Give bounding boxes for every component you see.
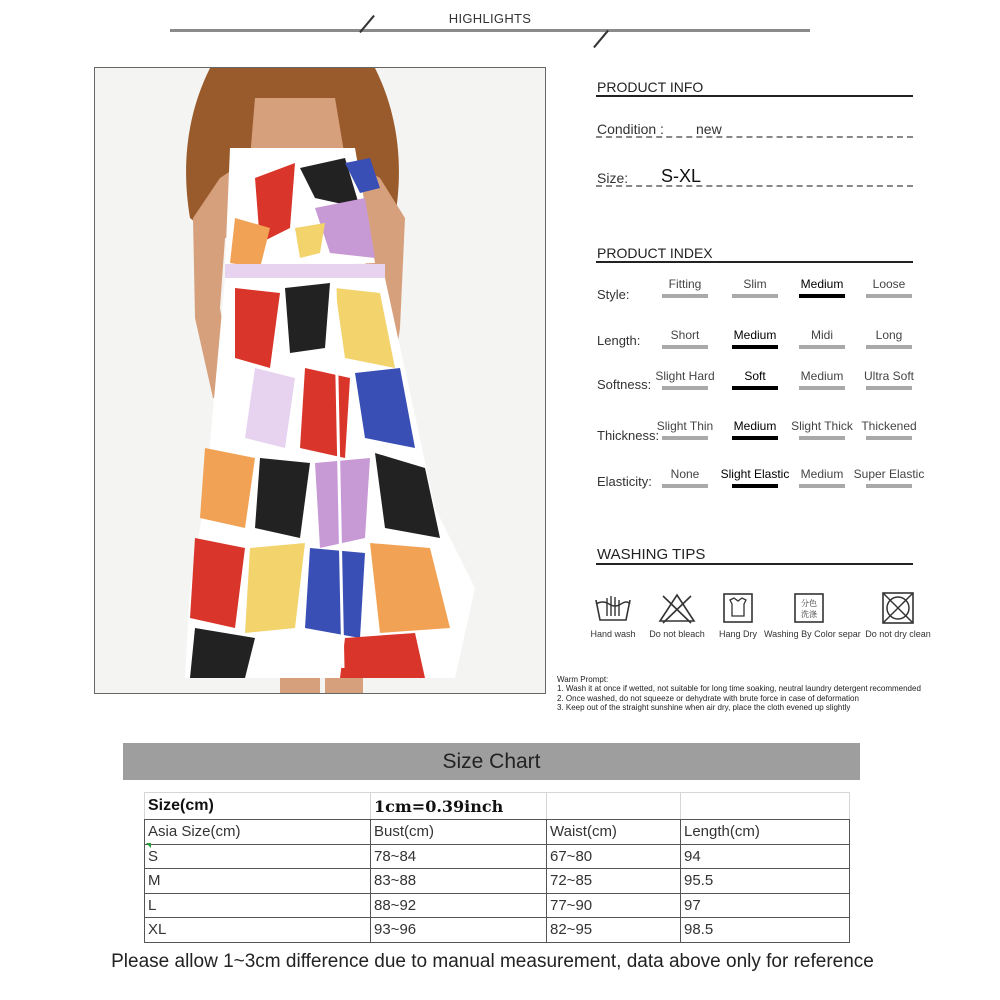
index-option [853,328,925,349]
index-option [786,467,858,488]
warm-prompt [557,675,921,712]
index-option-bar [866,294,912,298]
hand-wash-icon [593,592,633,624]
index-option-bar [732,345,778,349]
header-rule [170,29,810,32]
index-option-bar [799,484,845,488]
index-option-label: Loose [872,277,906,291]
size-value: S-XL [661,166,702,186]
index-option [649,467,721,488]
table-cell: 88~92 [371,893,547,918]
index-option-label: Midi [810,328,833,342]
index-option [719,328,791,349]
index-option-label: Medium [800,277,844,291]
size-dash-rule [596,185,913,187]
svg-text:洗涤: 洗涤 [801,610,817,619]
index-option-bar [732,294,778,298]
wash-item-no-dry-clean [853,592,943,639]
condition-dash-rule [596,136,913,138]
index-option-bar [662,345,708,349]
index-option [719,467,791,488]
index-option-label: Slight Thin [656,419,714,433]
cell-marker [146,843,151,848]
index-option-bar [799,436,845,440]
highlights-title: HIGHLIGHTS [448,11,532,26]
table-cell: XL [145,918,371,943]
wash-item-label: Washing By Color separ [764,629,861,639]
index-option-label: None [670,467,700,481]
table-cell: 78~84 [371,844,547,869]
index-option [853,467,925,488]
table-header-cell: Asia Size(cm) [145,820,371,845]
table-cell: 95.5 [681,869,850,894]
index-option-bar [866,436,912,440]
svg-text:分色: 分色 [801,599,817,608]
index-option-bar [866,386,912,390]
index-option [649,277,721,298]
index-row-label: Style: [597,287,630,302]
product-info-rule [596,95,913,97]
index-option [719,419,791,440]
washing-tips-title: WASHING TIPS [597,546,706,563]
table-cell: 94 [681,844,850,869]
condition-label: Condition : [597,121,664,137]
product-index-rule [596,261,913,263]
color-separate-icon [789,592,829,624]
index-option [853,369,925,390]
wash-item-color-separate [764,592,861,639]
index-option-bar [799,294,845,298]
table-row [145,918,850,943]
index-option-bar [732,436,778,440]
wash-item-label: Hand wash [590,629,636,639]
hang-dry-icon [718,592,758,624]
index-option-label: Super Elastic [853,467,925,481]
index-option [853,419,925,440]
table-cell: L [145,893,371,918]
wash-item-label: Do not bleach [649,629,705,639]
index-option-label: Slight Thick [791,419,853,433]
index-option-bar [732,484,778,488]
table-cell: 83~88 [371,869,547,894]
table-cell: 98.5 [681,918,850,943]
index-option [853,277,925,298]
index-option-bar [662,484,708,488]
condition-value: new [696,121,722,137]
index-option-label: Medium [733,419,777,433]
index-row-label: Elasticity: [597,474,652,489]
table-row [145,793,850,820]
index-option [719,369,791,390]
no-dry-clean-icon [878,592,918,624]
index-option-label: Long [875,328,903,342]
table-header-cell: Length(cm) [681,820,850,845]
header-slash-right [593,30,609,48]
table-cell: 67~80 [547,844,681,869]
index-option [719,277,791,298]
index-option [649,419,721,440]
index-row-label: Softness: [597,377,652,392]
warm-prompt-line: 2. Once washed, do not squeeze or dehydrate with brute force in case of deformation [557,693,859,703]
index-option-bar [662,386,708,390]
table-cell: 93~96 [371,918,547,943]
size-label: Size: [597,170,629,186]
size-chart-footnote: Please allow 1~3cm difference due to manual measurement, data above only for reference [111,951,874,972]
table-cell: 82~95 [547,918,681,943]
index-option-label: Short [670,328,700,342]
index-option [786,369,858,390]
table-cell [547,793,681,820]
index-row-label: Thickness: [597,428,660,443]
index-option-label: Fitting [668,277,702,291]
index-option-bar [799,345,845,349]
product-photo [94,67,546,694]
table-row [145,893,850,918]
index-option-label: Medium [800,369,844,383]
index-option-label: Medium [800,467,844,481]
size-chart-table [144,792,850,943]
table-cell: M [145,869,371,894]
table-header-row [145,820,850,845]
index-option-bar [662,436,708,440]
size-chart-title: Size Chart [442,750,541,773]
index-option [786,277,858,298]
table-cell: 1cm=0.39inch [371,793,547,820]
wash-item-label: Hang Dry [718,629,757,639]
table-cell: 72~85 [547,869,681,894]
index-option-bar [662,294,708,298]
product-info-title: PRODUCT INFO [597,79,704,95]
table-row [145,844,850,869]
index-row-label: Length: [597,333,641,348]
index-option-bar [866,484,912,488]
table-cell: S [145,844,371,869]
product-index-title: PRODUCT INDEX [597,245,713,261]
index-option-label: Slight Hard [655,369,715,383]
index-option [649,328,721,349]
index-option [786,419,858,440]
table-cell: Size(cm) [145,793,371,820]
index-option [649,369,721,390]
index-option-bar [732,386,778,390]
no-bleach-icon [657,592,697,624]
index-option-label: Ultra Soft [863,369,914,383]
index-option [786,328,858,349]
index-option-label: Thickened [861,419,917,433]
washing-tips-rule [596,563,913,565]
table-header-cell: Waist(cm) [547,820,681,845]
index-option-bar [799,386,845,390]
index-option-label: Slim [743,277,767,291]
wash-item-label: Do not dry clean [865,629,931,639]
table-row [145,869,850,894]
index-option-bar [866,345,912,349]
index-option-label: Soft [744,369,766,383]
table-cell: 77~90 [547,893,681,918]
warm-prompt-line: 1. Wash it at once if wetted, not suitable for long time soaking, neutral laundry detergent recommended [557,684,921,694]
table-cell [681,793,850,820]
table-header-cell: Bust(cm) [371,820,547,845]
index-option-label: Slight Elastic [720,467,790,481]
index-option-label: Medium [733,328,777,342]
warm-prompt-title: Warm Prompt: [557,675,609,684]
warm-prompt-line: 3. Keep out of the straight sunshine when air dry, place the cloth evened up slightly [557,702,851,712]
table-cell: 97 [681,893,850,918]
